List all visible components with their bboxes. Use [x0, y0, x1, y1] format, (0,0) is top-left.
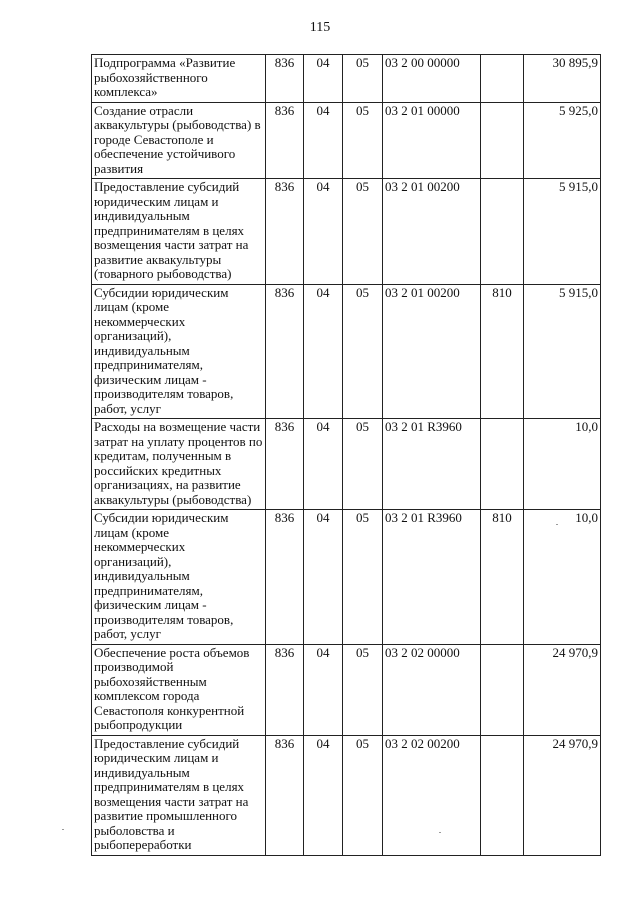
cell-name: Создание отрасли аквакультуры (рыбоводства) в городе Севастополе и обеспечение устойчивого развития — [92, 102, 266, 179]
cell-amount: 10,0 — [524, 419, 601, 510]
cell-target-article: 03 2 00 00000 — [383, 55, 481, 103]
cell-ministry: 836 — [266, 55, 304, 103]
cell-ministry: 836 — [266, 510, 304, 645]
cell-name: Подпрограмма «Развитие рыбохозяйственного комплекса» — [92, 55, 266, 103]
table-row — [92, 179, 601, 285]
cell-expense-type — [481, 735, 524, 855]
cell-target-article: 03 2 02 00200 — [383, 735, 481, 855]
table-row — [92, 102, 601, 179]
cell-amount: 5 915,0 — [524, 284, 601, 419]
cell-subsection: 05 — [343, 55, 383, 103]
cell-section: 04 — [304, 179, 343, 285]
cell-section: 04 — [304, 102, 343, 179]
cell-ministry: 836 — [266, 102, 304, 179]
cell-subsection: 05 — [343, 284, 383, 419]
cell-amount: 5 925,0 — [524, 102, 601, 179]
cell-ministry: 836 — [266, 419, 304, 510]
table-body — [92, 55, 601, 856]
cell-subsection: 05 — [343, 735, 383, 855]
cell-amount: 5 915,0 — [524, 179, 601, 285]
cell-amount: 10,0 — [524, 510, 601, 645]
cell-expense-type — [481, 419, 524, 510]
cell-name: Предоставление субсидий юридическим лицам и индивидуальным предпринимателям в целях возмещения части затрат на развитие промышленного рыболовства и рыбопереработки — [92, 735, 266, 855]
cell-amount: 24 970,9 — [524, 644, 601, 735]
table-row — [92, 284, 601, 419]
cell-name: Субсидии юридическим лицам (кроме некоммерческих организаций), индивидуальным предпринимателям, физическим лицам - производителям товаров, работ, услуг — [92, 510, 266, 645]
scan-speck — [439, 832, 441, 833]
page-number: 115 — [309, 20, 331, 35]
cell-amount: 30 895,9 — [524, 55, 601, 103]
cell-name: Расходы на возмещение части затрат на уплату процентов по кредитам, полученным в российских кредитных организациях, на развитие аквакультуры (рыбоводства) — [92, 419, 266, 510]
cell-expense-type — [481, 179, 524, 285]
cell-section: 04 — [304, 644, 343, 735]
cell-ministry: 836 — [266, 644, 304, 735]
budget-table — [91, 54, 601, 856]
cell-ministry: 836 — [266, 284, 304, 419]
cell-subsection: 05 — [343, 510, 383, 645]
table-row — [92, 419, 601, 510]
cell-amount: 24 970,9 — [524, 735, 601, 855]
cell-target-article: 03 2 01 00200 — [383, 179, 481, 285]
cell-expense-type: 810 — [481, 284, 524, 419]
cell-name: Обеспечение роста объемов производимой рыбохозяйственным комплексом города Севастополя конкурентной рыбопродукции — [92, 644, 266, 735]
cell-section: 04 — [304, 419, 343, 510]
cell-ministry: 836 — [266, 735, 304, 855]
cell-expense-type — [481, 55, 524, 103]
cell-name: Субсидии юридическим лицам (кроме некоммерческих организаций), индивидуальным предпринимателям, физическим лицам - производителям товаров, работ, услуг — [92, 284, 266, 419]
cell-section: 04 — [304, 284, 343, 419]
cell-expense-type — [481, 102, 524, 179]
cell-target-article: 03 2 02 00000 — [383, 644, 481, 735]
cell-target-article: 03 2 01 R3960 — [383, 419, 481, 510]
cell-target-article: 03 2 01 00200 — [383, 284, 481, 419]
cell-expense-type: 810 — [481, 510, 524, 645]
scan-speck — [556, 524, 558, 525]
table-row — [92, 55, 601, 103]
scan-speck — [62, 829, 64, 830]
cell-subsection: 05 — [343, 419, 383, 510]
cell-target-article: 03 2 01 00000 — [383, 102, 481, 179]
cell-subsection: 05 — [343, 644, 383, 735]
table-row — [92, 644, 601, 735]
cell-ministry: 836 — [266, 179, 304, 285]
cell-section: 04 — [304, 55, 343, 103]
cell-subsection: 05 — [343, 179, 383, 285]
cell-name: Предоставление субсидий юридическим лицам и индивидуальным предпринимателям в целях возмещения части затрат на развитие аквакультуры (товарного рыбоводства) — [92, 179, 266, 285]
cell-target-article: 03 2 01 R3960 — [383, 510, 481, 645]
cell-section: 04 — [304, 510, 343, 645]
table-row — [92, 735, 601, 855]
cell-section: 04 — [304, 735, 343, 855]
cell-subsection: 05 — [343, 102, 383, 179]
table-row — [92, 510, 601, 645]
cell-expense-type — [481, 644, 524, 735]
